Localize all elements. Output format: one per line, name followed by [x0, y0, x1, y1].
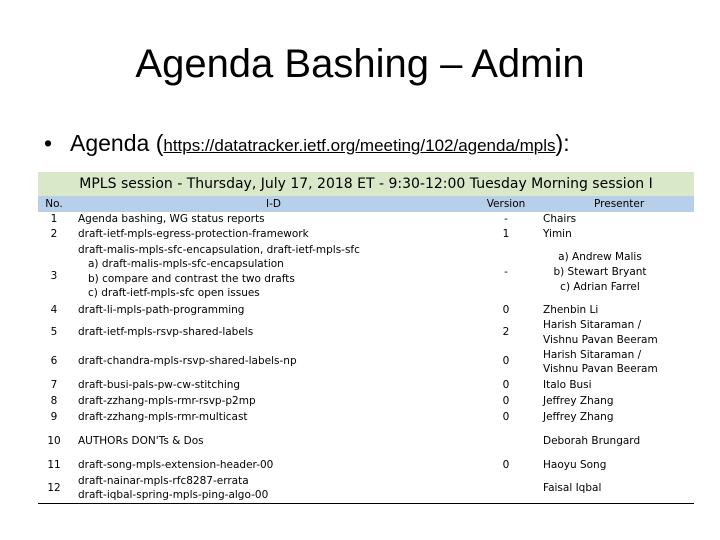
row-presenter: Jeffrey Zhang — [543, 395, 614, 407]
row-number: 5 — [50, 326, 58, 338]
row-draft: draft-iqbal-spring-mpls-ping-algo-00 — [78, 489, 269, 501]
row-presenter: Chairs — [543, 213, 577, 225]
row-number: 4 — [50, 304, 58, 316]
row-presenter: Jeffrey Zhang — [543, 411, 614, 423]
header-version: Version — [486, 198, 526, 210]
agenda-link[interactable]: https://datatracker.ietf.org/meeting/102/agenda/mpls — [163, 136, 556, 155]
row-version: 0 — [502, 395, 510, 407]
row-draft: draft-li-mpls-path-programming — [78, 304, 245, 316]
row-draft: draft-ietf-mpls-egress-protection-framework — [78, 228, 309, 240]
row-number: 6 — [50, 355, 58, 367]
row-version: - — [504, 266, 508, 278]
row-draft: draft-chandra-mpls-rsvp-shared-labels-np — [78, 355, 297, 367]
row-presenter: Harish Sitaraman / — [543, 349, 642, 361]
agenda-suffix: ): — [555, 130, 570, 156]
header-presenter: Presenter — [594, 198, 645, 210]
table-header — [38, 196, 694, 212]
table-bottom-border — [38, 503, 694, 504]
row-version: 0 — [502, 304, 510, 316]
row-number: 3 — [50, 270, 58, 282]
row-presenter: Deborah Brungard — [543, 435, 641, 447]
row-draft: AUTHORs DON'Ts & Dos — [78, 435, 204, 447]
row-draft: Agenda bashing, WG status reports — [78, 213, 265, 225]
row-presenter: Yimin — [543, 228, 572, 240]
bullet-icon: • — [44, 130, 53, 156]
row-version: 0 — [502, 459, 510, 471]
row-draft: draft-zzhang-mpls-rmr-rsvp-p2mp — [78, 395, 256, 407]
row-draft-sub: b) compare and contrast the two drafts — [88, 273, 295, 285]
row-presenter: a) Andrew Malis — [558, 251, 642, 263]
row-presenter: Haoyu Song — [543, 459, 607, 471]
row-draft: draft-zzhang-mpls-rmr-multicast — [78, 411, 248, 423]
row-version: 0 — [502, 355, 510, 367]
row-draft: draft-song-mpls-extension-header-00 — [78, 459, 274, 471]
row-number: 11 — [47, 459, 61, 471]
agenda-prefix: Agenda ( — [70, 130, 164, 156]
row-number: 12 — [47, 482, 61, 494]
session-banner: MPLS session - Thursday, July 17, 2018 ET - 9:30-12:00 Tuesday Morning session I — [38, 172, 694, 196]
row-number: 10 — [47, 435, 61, 447]
agenda-bullet — [44, 130, 570, 157]
row-presenter: Italo Busi — [543, 379, 592, 391]
row-presenter: c) Adrian Farrel — [560, 281, 640, 293]
row-presenter: b) Stewart Bryant — [553, 266, 647, 278]
row-draft-sub: a) draft-malis-mpls-sfc-encapsulation — [88, 258, 284, 270]
row-number: 7 — [50, 379, 58, 391]
row-draft: draft-ietf-mpls-rsvp-shared-labels — [78, 326, 254, 338]
row-draft-sub: c) draft-ietf-mpls-sfc open issues — [88, 287, 260, 299]
row-presenter: Vishnu Pavan Beeram — [543, 363, 658, 375]
slide-title: Agenda Bashing – Admin — [135, 42, 585, 86]
header-id: I-D — [266, 198, 281, 210]
row-number: 2 — [50, 228, 58, 240]
row-presenter: Vishnu Pavan Beeram — [543, 334, 658, 346]
row-draft: draft-busi-pals-pw-cw-stitching — [78, 379, 241, 391]
row-presenter: Harish Sitaraman / — [543, 319, 642, 331]
row-version: 0 — [502, 379, 510, 391]
row-presenter: Zhenbin Li — [543, 304, 599, 316]
row-version: - — [504, 213, 508, 225]
header-no: No. — [45, 198, 63, 210]
row-version: 1 — [502, 228, 510, 240]
row-version: 2 — [502, 326, 510, 338]
row-number: 8 — [50, 395, 58, 407]
row-version: 0 — [502, 411, 510, 423]
row-number: 1 — [50, 213, 58, 225]
row-presenter: Faisal Iqbal — [543, 482, 602, 494]
row-draft: draft-nainar-mpls-rfc8287-errata — [78, 475, 249, 487]
row-draft: draft-malis-mpls-sfc-encapsulation, draft-ietf-mpls-sfc — [78, 244, 360, 256]
row-number: 9 — [50, 411, 58, 423]
